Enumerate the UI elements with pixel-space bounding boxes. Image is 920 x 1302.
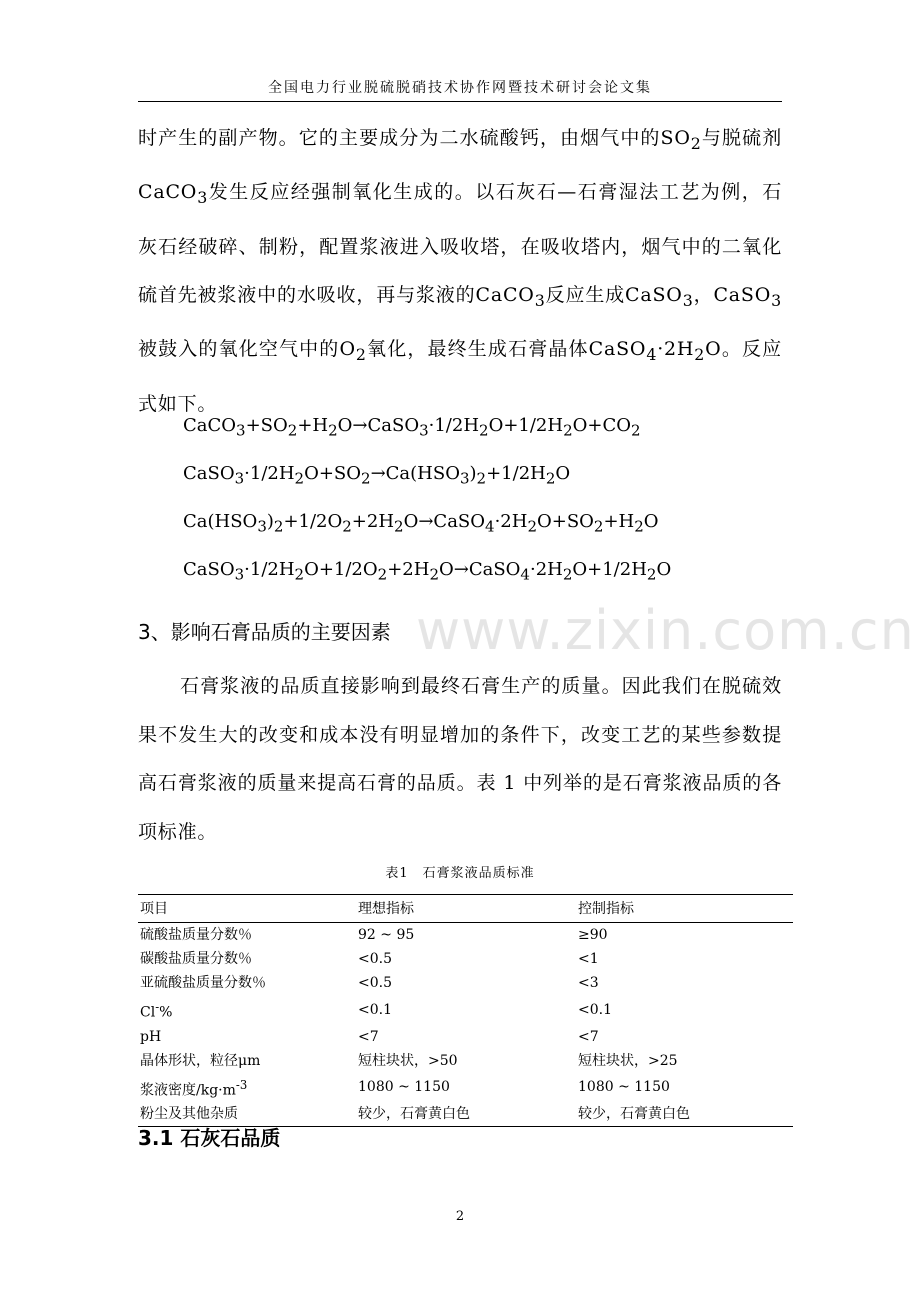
cell-ideal: <0.5: [358, 951, 392, 967]
cell-item: 碳酸盐质量分数％: [140, 951, 252, 967]
table-row: [138, 1049, 793, 1073]
paragraph-slurry-quality: 石膏浆液的品质直接影响到最终石膏生产的质量。因此我们在脱硫效果不发生大的改变和成本没有明显增加的条件下，改变工艺的某些参数提高石膏浆液的质量来提高石膏的品质。表 1 中列举的是石膏浆液品质的各项标准。: [138, 675, 782, 843]
cell-ideal: <0.1: [358, 1001, 392, 1018]
cell-ideal: 1080 ~ 1150: [358, 1079, 450, 1096]
cell-ideal: <7: [358, 1028, 379, 1045]
cell-control: 1080 ~ 1150: [578, 1079, 670, 1096]
table-row: [138, 1025, 793, 1049]
table-row: [138, 923, 793, 948]
cell-control: 较少，石膏黄白色: [576, 1102, 793, 1127]
para-text: 发生反应经强制氧化生成的。以石灰石—石膏湿法工艺为例，石灰石经破碎、制粉，配置浆液进入吸收塔，在吸收塔内，烟气中的二氧化硫首先被浆液中的水吸收，再与浆液的CaCO: [138, 181, 782, 307]
cell-control: <7: [578, 1028, 599, 1045]
subscript: 3: [682, 290, 694, 310]
cell-control: <0.1: [578, 1001, 612, 1018]
cell-item: 粉尘及其他杂质: [138, 1102, 356, 1127]
subscript: 3: [534, 290, 546, 310]
subscript: 2: [694, 345, 706, 365]
table-row: [138, 947, 793, 971]
gypsum-slurry-quality-table: [138, 894, 793, 1127]
reaction-equation-1: $CaCO_3+SO_2+H_2O\to CaSO_3\cdot 1/2H_2O+1/2H_2O+CO_2$: [183, 415, 641, 440]
para-text: 被鼓入的氧化空气中的O: [138, 338, 356, 361]
page-number: 2: [455, 1209, 465, 1224]
table-row: [138, 995, 793, 1025]
reaction-equation-3: $Ca(HSO_3)_2+1/2O_2+2H_2O\to CaSO_4\cdot 2H_2O+SO_2+H_2O$: [183, 511, 659, 536]
subscript: 4: [646, 345, 658, 365]
subscript: 3: [771, 290, 783, 310]
para-text: O。反应式如下。: [138, 338, 782, 415]
para-text: 氧化，最终生成石膏晶体CaSO: [366, 338, 647, 361]
cell-ideal: 短柱块状，>50: [358, 1052, 458, 1069]
column-header: 理想指标: [356, 895, 576, 923]
cell-control: ≥90: [578, 927, 608, 943]
para-text: 与脱硫剂CaCO: [138, 127, 782, 204]
cell-ideal: 较少，石膏黄白色: [356, 1102, 576, 1127]
reaction-equation-4: $CaSO_3\cdot 1/2H_2O+1/2O_2+2H_2O\to CaSO_4\cdot 2H_2O+1/2H_2O$: [183, 559, 672, 584]
cell-control: 短柱块状，>25: [578, 1052, 678, 1069]
section-heading-3: 3、影响石膏品质的主要因素: [138, 620, 391, 644]
para-text: 时产生的副产物。它的主要成分为二水硫酸钙，由烟气中的SO: [138, 127, 691, 149]
para-text: 反应生成CaSO: [545, 284, 683, 307]
cell-ideal: 92 ~ 95: [358, 927, 415, 943]
column-header: 控制指标: [576, 895, 793, 923]
cell-item: 浆液密度$/kg\cdot m^{-3}$: [140, 1077, 248, 1099]
subscript: 3: [197, 188, 209, 208]
header-rule: [138, 101, 782, 102]
reaction-equation-2: $CaSO_3\cdot 1/2H_2O+SO_2\to Ca(HSO_3)_2+1/2H_2O$: [183, 463, 571, 488]
para-text: ，CaSO: [693, 284, 772, 307]
paragraph-gypsum-origin: [138, 114, 782, 428]
column-header: 项目: [138, 895, 356, 923]
table-header-row: [138, 895, 793, 923]
table-row: [138, 1073, 793, 1103]
cell-item: Cl-%: [140, 1000, 173, 1021]
cell-control: <3: [578, 975, 599, 991]
running-header: 全国电力行业脱硫脱硝技术协作网暨技术研讨会论文集: [268, 80, 652, 96]
table-caption: 表1 石膏浆液品质标准: [385, 866, 535, 881]
watermark: www.zixin.com.cn: [416, 599, 915, 662]
table-row: [138, 971, 793, 995]
para-text: ·2H: [657, 338, 695, 361]
cell-item: 晶体形状，粒径μm: [140, 1052, 261, 1069]
cell-item: 亚硫酸盐质量分数％: [140, 975, 266, 991]
cell-ideal: <0.5: [358, 975, 392, 991]
section-heading-3-1: 3.1 石灰石品质: [138, 1126, 281, 1150]
cell-control: <1: [578, 951, 599, 967]
subscript: 2: [690, 133, 702, 153]
cell-item: 硫酸盐质量分数％: [140, 927, 252, 943]
subscript: 2: [355, 345, 367, 365]
cell-item: pH: [140, 1028, 162, 1045]
